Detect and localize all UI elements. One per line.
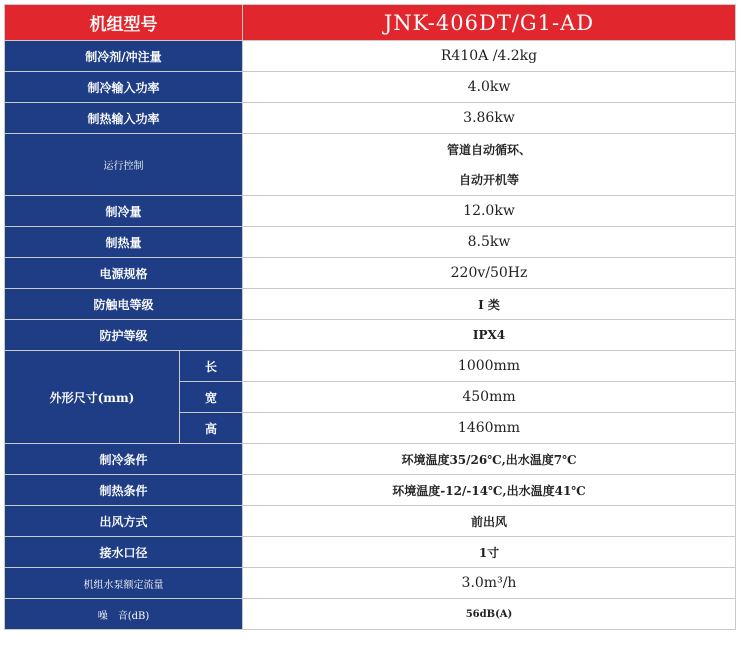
control-line-2: 自动开机等: [458, 172, 519, 187]
noise-value: 56dB(A): [243, 599, 736, 630]
row-shock-class: [5, 289, 736, 320]
width-value: 450mm: [243, 382, 736, 413]
cool-capacity-label: 制冷量: [5, 196, 243, 227]
refrigerant-label: 制冷剂/冲注量: [5, 41, 243, 72]
heat-capacity-label: 制热量: [5, 227, 243, 258]
protection-label: 防护等级: [5, 320, 243, 351]
header-row: [5, 5, 736, 41]
row-heat-condition: [5, 475, 736, 506]
cool-power-value: 4.0kw: [243, 72, 736, 103]
spec-table: [4, 4, 736, 630]
width-label: 宽: [180, 382, 243, 413]
cool-power-label: 制冷输入功率: [5, 72, 243, 103]
row-cool-capacity: [5, 196, 736, 227]
row-protection: [5, 320, 736, 351]
cool-capacity-value: 12.0kw: [243, 196, 736, 227]
length-label: 长: [180, 351, 243, 382]
protection-value: IPX4: [243, 320, 736, 351]
row-noise: [5, 599, 736, 630]
water-port-value: 1寸: [243, 537, 736, 568]
row-water-port: [5, 537, 736, 568]
air-outlet-label: 出风方式: [5, 506, 243, 537]
heat-power-label: 制热输入功率: [5, 103, 243, 134]
water-port-label: 接水口径: [5, 537, 243, 568]
height-label: 高: [180, 413, 243, 444]
power-spec-value: 220v/50Hz: [243, 258, 736, 289]
row-heat-capacity: [5, 227, 736, 258]
heat-condition-label: 制热条件: [5, 475, 243, 506]
cool-condition-value: 环境温度35/26℃,出水温度7℃: [243, 444, 736, 475]
control-label: 运行控制: [5, 134, 243, 196]
cool-condition-label: 制冷条件: [5, 444, 243, 475]
dimensions-label: 外形尺寸(mm): [5, 351, 180, 444]
row-water-flow: [5, 568, 736, 599]
row-control: [5, 134, 736, 196]
row-heat-power: [5, 103, 736, 134]
heat-condition-value: 环境温度-12/-14℃,出水温度41℃: [243, 475, 736, 506]
water-flow-label: 机组水泵额定流量: [5, 568, 243, 599]
control-line-1: 管道自动循环、: [446, 142, 531, 157]
noise-label: 噪 音(dB): [5, 599, 243, 630]
row-cool-power: [5, 72, 736, 103]
control-value: [243, 134, 736, 196]
row-power-spec: [5, 258, 736, 289]
length-value: 1000mm: [243, 351, 736, 382]
model-number: JNK-406DT/G1-AD: [243, 5, 736, 41]
row-refrigerant: [5, 41, 736, 72]
row-air-outlet: [5, 506, 736, 537]
water-flow-value: 3.0m³/h: [243, 568, 736, 599]
row-dimension-length: [5, 351, 736, 382]
height-value: 1460mm: [243, 413, 736, 444]
refrigerant-value: R410A /4.2kg: [243, 41, 736, 72]
heat-power-value: 3.86kw: [243, 103, 736, 134]
air-outlet-value: 前出风: [243, 506, 736, 537]
heat-capacity-value: 8.5kw: [243, 227, 736, 258]
shock-class-value: I 类: [243, 289, 736, 320]
power-spec-label: 电源规格: [5, 258, 243, 289]
row-cool-condition: [5, 444, 736, 475]
shock-class-label: 防触电等级: [5, 289, 243, 320]
header-label: 机组型号: [5, 5, 243, 41]
